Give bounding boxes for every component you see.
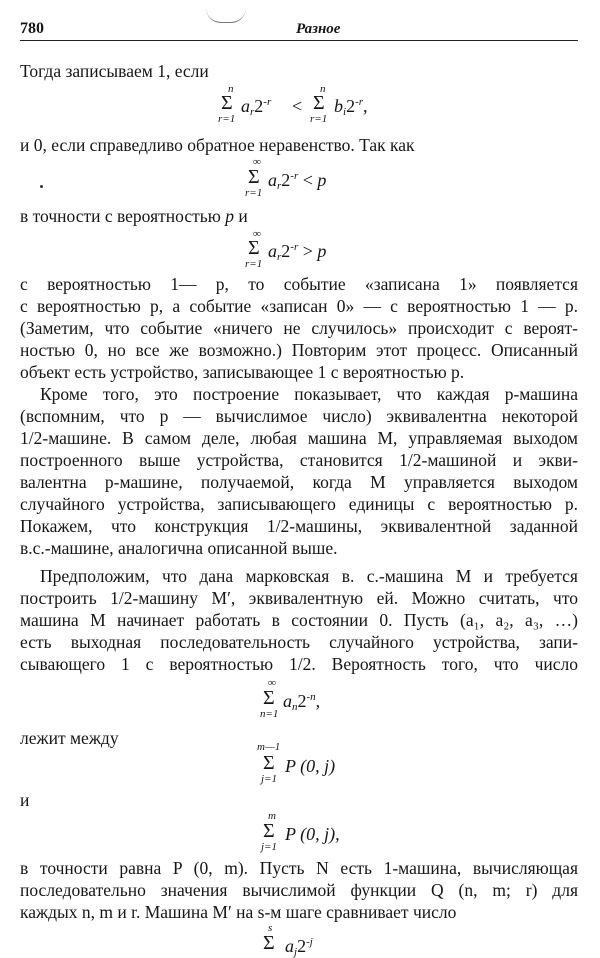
sum-lower: j=1 [261,841,277,853]
summand: P (0, j) [285,756,336,776]
sum-lower: j=1 [261,773,277,785]
summand: $a_n2^{-n}$, [283,691,321,713]
text-line: с вероятностью 1— p, то событие «записана 1» появляется [20,274,578,294]
text-line: в.с.-машине, аналогична описанной выше. [20,538,338,558]
text-line: Покажем, что конструкция 1/2-машины, эквивалентной заданной [20,516,578,536]
sum-upper: m [268,810,276,822]
text-line: валентна p-машине, получаемой, когда M управляется выходом [20,472,578,492]
sum-sign: Σ [263,752,275,774]
sum-upper: s [268,922,273,934]
text-line: построить 1/2-машину M′, эквивалентную ей. Можно считать, что [20,588,578,608]
text-line: ностью 0, но все же возможно.) Повторим этот процесс. Описанный [20,340,578,360]
text-line: в точности равна P (0, m). Пусть N есть 1-машина, вычисляющая [20,858,578,878]
scan-dot [40,185,43,188]
sum-lower: r=1 [310,113,328,125]
text-line: Тогда записываем 1, если [20,61,209,81]
text-line: последовательно значения вычислимой функции Q (n, m; r) для [20,880,578,900]
sum-lower: r=1 [245,258,263,270]
summand: $a_r2^{-r} > p$ [268,241,327,263]
sum-sign: Σ [263,820,275,842]
sum-lower: r=1 [218,113,236,125]
text-line: 1/2-машине. В самом деле, любая машина M, управляемая выходом [20,428,578,448]
text-line: сывающего 1 с вероятностью 1/2. Вероятность того, что число [20,654,578,674]
running-head: Разное [296,21,341,37]
sum-sign: Σ [263,687,275,709]
text-line: (вспомним, что p — вычислимое число) эквивалентна некоторой [20,406,578,426]
sum-upper: ∞ [268,677,276,689]
text-line: машина M начинает работать в состоянии 0. Пусть (a₁, a₂, a₃, …) [20,610,578,630]
text-line: и 0, если справедливо обратное неравенство. Так как [20,135,415,155]
sum-sign: Σ [221,92,233,114]
sum-sign: Σ [248,237,260,259]
sum-sign: Σ [248,166,260,188]
header-rule [20,40,578,41]
summand: $a_j2^{-j}$ [285,936,313,958]
summand: $a_r2^{-r}$ [241,96,272,118]
scan-smudge [206,8,246,23]
text-line: случайного устройства, записывающего единицы с вероятностью p. [20,494,578,514]
sum-upper: n [228,83,234,95]
text-line: лежит между [20,728,119,748]
text-line: построенного выше устройства, становится 1/2-машиной и экви- [20,450,578,470]
summand: $a_r2^{-r} < p$ [268,170,327,192]
sum-lower: n=1 [260,708,279,720]
sum-sign: Σ [313,92,325,114]
text-line: и [20,790,30,810]
text-line: Кроме того, это построение показывает, что каждая p-машина [40,384,578,404]
text-line: в точности с вероятностью p и [20,206,248,226]
less-than: < [292,96,303,116]
text-line: с вероятностью p, а событие «записан 0» — с вероятностью 1 — p. [20,296,578,316]
sum-upper: ∞ [253,228,261,240]
sum-lower: r=1 [245,187,263,199]
sum-upper: ∞ [253,156,261,168]
text-line: есть выходная последовательность случайного устройства, запи- [20,632,578,652]
summand: P (0, j), [285,824,340,844]
sum-upper: m—1 [257,741,281,753]
sum-upper: n [320,83,326,95]
page-header [20,8,578,37]
sum-sign: Σ [263,932,275,954]
page-number: 780 [20,20,44,37]
text-line: объект есть устройство, записывающее 1 с вероятностью p. [20,362,465,382]
summand: $b_i2^{-r}$, [334,96,368,118]
text-line: (Заметим, что событие «ничего не случилось» происходит с вероят- [20,318,578,338]
text-line: каждых n, m и r. Машина M′ на s-м шаге сравнивает число [20,902,457,922]
text-line: Предположим, что дана марковская в. с.-машина M и требуется [40,566,578,586]
